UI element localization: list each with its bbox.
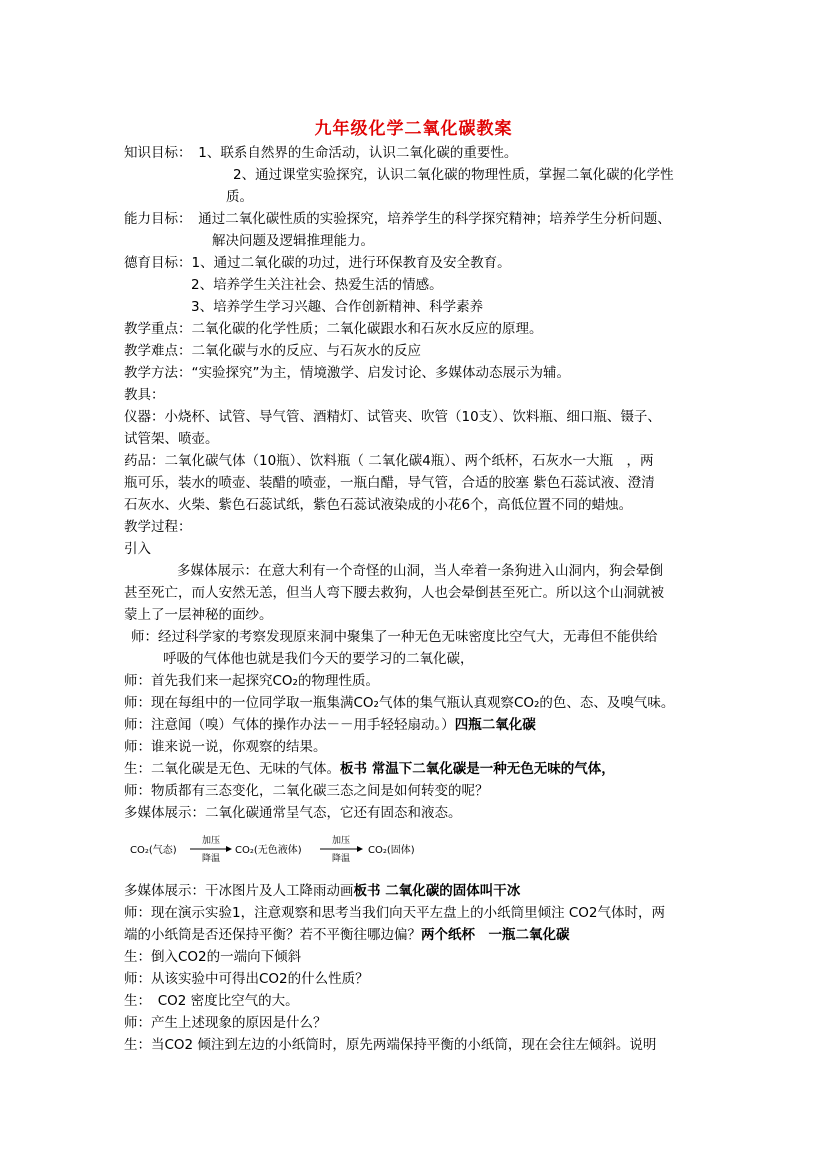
text-line: 师：现在每组中的一位同学取一瓶集满CO₂气体的集气瓶认真观察CO₂的色、态、及嗅气味。: [124, 695, 675, 711]
text-line: 生：二氧化碳是无色、无味的气体。板书 常温下二氧化碳是一种无色无味的气体，: [124, 761, 615, 777]
text-line: 师：首先我们来一起探究CO₂的物理性质。: [124, 673, 379, 689]
text-line: 教学难点：二氧化碳与水的反应、与石灰水的反应: [124, 343, 421, 359]
arrow-1-top-label: 加压: [201, 836, 221, 846]
text-line: 甚至死亡，而人安然无恙，但当人弯下腰去救狗，人也会晕倒甚至死亡。所以这个山洞就被: [124, 585, 664, 601]
text-line: 生：倒入CO2的一端向下倾斜: [124, 949, 302, 965]
text-line: 师：从该实验中可得出CO2的什么性质？: [124, 971, 369, 987]
text-line: 呼吸的气体他也就是我们今天的要学习的二氧化碳，: [163, 651, 474, 667]
text-line: 能力目标： 通过二氧化碳性质的实验探究，培养学生的科学探究精神；培养学生分析问题、: [124, 211, 671, 227]
text-line: 端的小纸筒是否还保持平衡？若不平衡往哪边偏？两个纸杯 一瓶二氧化碳: [124, 927, 570, 943]
arrow-2: [320, 834, 363, 864]
co2-state-diagram: [128, 826, 428, 866]
text-line: 3、培养学生学习兴趣、合作创新精神、科学素养: [191, 299, 484, 315]
state-solid-label: CO₂(固体): [368, 845, 415, 856]
text-line: 知识目标： 1、联系自然界的生命活动，认识二氧化碳的重要性。: [124, 145, 518, 161]
text-line: 多媒体展示：在意大利有一个奇怪的山洞，当人牵着一条狗进入山洞内，狗会晕倒: [177, 563, 663, 579]
text-line: 师：现在演示实验1，注意观察和思考当我们向天平左盘上的小纸筒里倾注 CO2气体时，两: [124, 905, 666, 921]
text-line: 教学过程：: [124, 519, 192, 535]
text-line: 教学重点：二氧化碳的化学性质；二氧化碳跟水和石灰水反应的原理。: [124, 321, 543, 337]
arrow-1: [190, 834, 232, 864]
text-line: 师：经过科学家的考察发现原来洞中聚集了一种无色无味密度比空气大，无毒但不能供给: [131, 629, 658, 645]
text-line: 瓶可乐，装水的喷壶、装醋的喷壶，一瓶白醋，导气管，合适的胶塞 紫色石蕊试液、澄清: [124, 475, 655, 491]
text-line: 引入: [124, 541, 151, 557]
document-title: 九年级化学二氧化碳教案: [314, 119, 513, 139]
text-line: 石灰水、火柴、紫色石蕊试纸，紫色石蕊试液染成的小花6个，高低位置不同的蜡烛。: [124, 497, 633, 513]
text-line: 生：当CO2 倾注到左边的小纸筒时，原先两端保持平衡的小纸筒，现在会往左倾斜。说明: [124, 1037, 657, 1053]
text-line: 生： CO2 密度比空气的大。: [124, 993, 299, 1009]
text-line: 试管架、喷壶。: [124, 431, 219, 447]
text-line: 多媒体展示：二氧化碳通常呈气态，它还有固态和液态。: [124, 805, 462, 821]
state-gas-label: CO₂(气态): [130, 845, 177, 856]
text-line: 质。: [226, 189, 253, 205]
text-line: 教具：: [124, 387, 165, 403]
text-line: 2、通过课堂实验探究，认识二氧化碳的物理性质，掌握二氧化碳的化学性: [233, 167, 674, 183]
arrow-1-bottom-label: 降温: [201, 854, 221, 864]
text-line: 德育目标：1、通过二氧化碳的功过，进行环保教育及安全教育。: [124, 255, 511, 271]
text-line: 师：物质都有三态变化，二氧化碳三态之间是如何转变的呢？: [124, 783, 489, 799]
arrow-2-top-label: 加压: [331, 836, 351, 846]
state-liquid-label: CO₂(无色液体): [235, 845, 302, 856]
text-line: 多媒体展示：干冰图片及人工降雨动画板书 二氧化碳的固体叫干冰: [124, 883, 521, 899]
text-line: 教学方法：“实验探究”为主，情境激学、启发讨论、多媒体动态展示为辅。: [124, 365, 570, 381]
text-line: 师：注意闻（嗅）气体的操作办法－－用手轻轻扇动。）四瓶二氧化碳: [124, 717, 536, 733]
text-line: 师：谁来说一说，你观察的结果。: [124, 739, 327, 755]
text-line: 蒙上了一层神秘的面纱。: [124, 607, 273, 623]
arrow-2-bottom-label: 降温: [331, 854, 351, 864]
text-line: 解决问题及逻辑推理能力。: [212, 233, 374, 249]
text-line: 药品：二氧化碳气体（10瓶）、饮料瓶（ 二氧化碳4瓶）、两个纸杯，石灰水一大瓶 ，两: [124, 453, 654, 469]
text-line: 仪器：小烧杯、试管、导气管、酒精灯、试管夹、吹管（10支）、饮料瓶、细口瓶、镊子、: [124, 409, 661, 425]
text-line: 师：产生上述现象的原因是什么？: [124, 1015, 327, 1031]
text-line: 2、培养学生关注社会、热爱生活的情感。: [191, 277, 443, 293]
